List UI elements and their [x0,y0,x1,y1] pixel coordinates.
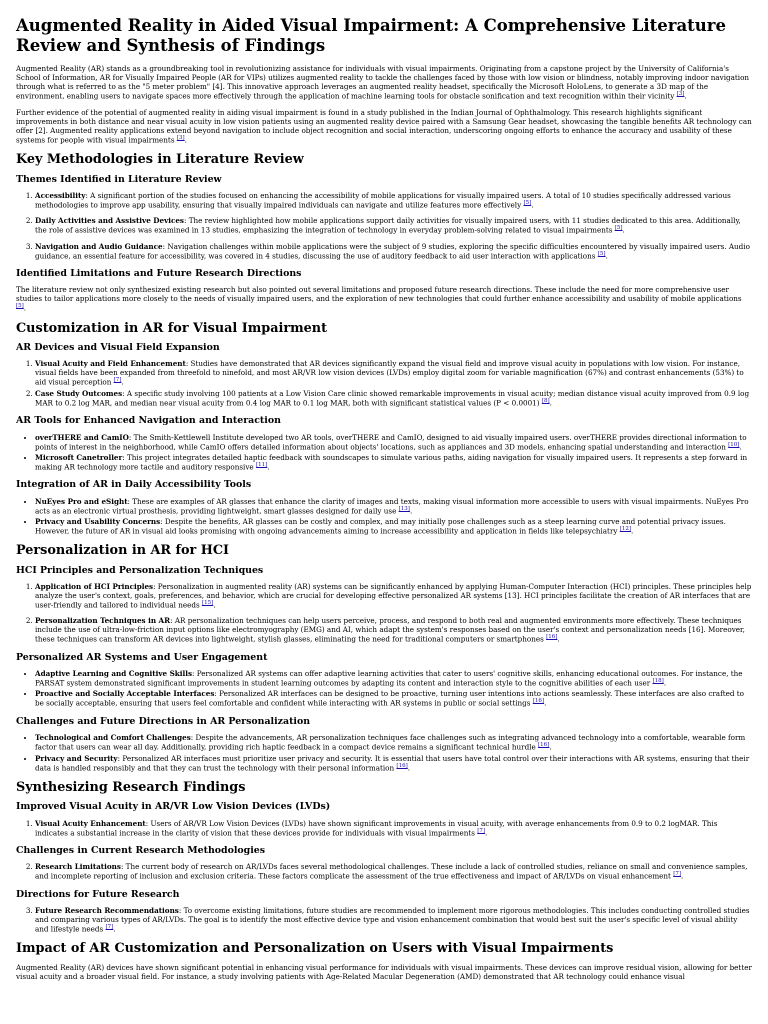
paragraph-text: : Personalized AR interfaces can be designed to be proactive, turning user intentions into actions seamlessly. These interfaces are also crafted to be socially acceptable, ensuring that users feel comfortable and confident while interacting with AR systems in public or social settings [35,689,744,708]
paragraph-text: Augmented Reality (AR) devices have shown significant potential in enhancing visual performance for individuals with visual impairments. These devices can improve residual vision, allowing for better visual acuity and a broader visual field. For instance, a study involving patients with Age-Related Macular Degeneration (AMD) demonstrated that AR technology could enhance visual [16,962,752,981]
paragraph-text: : Personalization in augmented reality (AR) systems can be significantly enhanced by applying Human-Computer Interaction (HCI) principles. These principles help analyze the user's context, goals, preferences, and behavior, which are crucial for developing effective personalized AR systems [13]. HCI principles facilitate the creation of AR interfaces that are user-friendly and tailored to individual needs [35,582,752,610]
punctuation: . [113,924,116,934]
list-item [35,497,752,515]
citation-link[interactable]: [12] [619,525,632,532]
intro [16,64,752,145]
section-heading: Personalization in AR for HCI [16,543,229,559]
paragraph-text: : This project integrates detailed haptic feedback with soundscapes to simulate various paths, aiding navigation for visually impaired users. It represents a step forward in making AR technology more tactile and auditory responsive [35,452,748,472]
item-label: Technological and Comfort Challenges [35,733,191,743]
list-item [35,582,752,609]
punctuation: . [121,377,124,387]
sections [16,152,752,980]
item-label: Daily Activities and Assistive Devices [35,216,184,226]
citation-link[interactable]: [5] [597,250,606,257]
bullet-list [16,733,752,772]
citation-link[interactable]: [13] [398,505,410,512]
paragraph-text: : A significant portion of the studies focused on enhancing the accessibility of mobile applications for visually impaired users. A total of 10 studies specifically addressed various methodologies to improve app usability, ensuring that visually impaired individuals can navigate and utilize features more effectively [35,191,731,210]
citation-link[interactable]: [16] [396,762,408,769]
numbered-list [16,191,752,260]
punctuation: . [407,762,411,772]
numbered-list [16,862,752,880]
punctuation: . [549,742,552,752]
punctuation: . [684,90,687,100]
item-label: Research Limitations [35,862,121,872]
list-item [35,906,752,933]
item-label: Application of HCI Principles [35,582,154,591]
list-item [35,359,752,386]
punctuation: . [531,200,534,210]
citation-link[interactable]: [15] [201,600,214,606]
section-paragraph [16,285,752,312]
list-item [35,453,752,471]
paragraph-text: : Studies have demonstrated that AR devices significantly expand the visual field and improve visual acuity in populations with low vision. For instance, visual fields have been expanded from threefold to ninefold, and most AR/VR low vision devices (LVDs) employ digital zoom for variable magnification (67%) and contrast enhancements (53%) to aid visual perception [35,359,744,387]
item-label: Personalization Techniques in AR [35,616,171,626]
citation-link[interactable]: [3] [176,134,185,141]
subsection-heading: Directions for Future Research [16,888,180,900]
citation-link[interactable]: [5] [614,225,623,232]
citation-link[interactable]: [11] [255,461,268,468]
citation-link[interactable]: [5] [16,303,24,310]
punctuation: . [605,251,608,261]
item-label: Adaptive Learning and Cognitive Skills [35,669,192,679]
section-heading: Synthesizing Research Findings [16,779,246,795]
bullet-list [16,433,752,472]
paragraph-text: : Despite the advancements, AR personalization techniques face challenges such as integrating advanced technology into a comfortable, wearable form factor that users can wear all day. Additionally, providing rich haptic feedback in a compact device remains a significant technical hurdle [35,733,746,752]
paragraph-text: : These are examples of AR glasses that enhance the clarity of images and texts, making visual information more accessible to users with visual impairments. NuEyes Pro acts as an electronic virtual prosthesis, providing lightweight, smart glasses designed for daily use [35,496,749,515]
list-item [35,819,752,837]
section-heading: Impact of AR Customization and Personalization on Users with Visual Impairments [16,941,614,957]
bullet-list [16,669,752,708]
item-label: overTHERE and CamIO [35,432,129,442]
punctuation: . [622,225,625,235]
punctuation: . [631,526,634,536]
item-label: Accessibility [35,191,86,200]
bullet-list [16,497,752,536]
punctuation: . [681,871,684,881]
paragraph-text: : To overcome existing limitations, future studies are recommended to implement more rigorous methodologies. This includes conducting controlled studies and comparing various types of AR/LVDs. The goal is to identify the most effective device type and vision enhancement combination that would best suit the user's specific level of visual ability and lifestyle needs [35,905,750,934]
citation-link[interactable]: [18] [652,678,664,685]
list-item [35,389,752,407]
list-item [35,216,752,234]
item-label: Privacy and Security [35,753,118,763]
paragraph-text: Augmented Reality (AR) stands as a groundbreaking tool in revolutionizing assistance for individuals with visual impairments. Originating from a capstone project by the University of California's School of Information, AR for Visually Impaired People (AR for VIPs) utilizes augmented reality to tackle the challenges faced by those with low vision or blindness, notably improving indoor navigation through what is referred to as the "5 meter problem" [4]. This innovative approach leverages an augmented reality headset, specifically the Microsoft HoloLens, to generate a 3D map of the environment, enabling users to navigate spaces more effectively through the application of machine learning tools for obstacle sonification and text recognition within their vicinity [16,63,750,100]
list-item [35,616,752,643]
list-item [35,733,752,751]
citation-link[interactable]: [16] [546,634,558,641]
citation-link[interactable]: [7] [673,871,682,878]
intro-paragraph [16,64,752,100]
list-item [35,242,752,260]
citation-link[interactable]: [16] [532,698,545,705]
section-paragraph [16,963,752,981]
intro-paragraph [16,108,752,144]
paragraph-text: : The Smith-Kettlewell Institute developed two AR tools, overTHERE and CamIO, designed to aid visually impaired users. overTHERE provides directional information to points of interest in the neighborhood, while CamIO offers detailed information about objects' locations, such as appliances and 3D models, enhancing spatial understanding and interaction [35,432,747,451]
subsection-heading: AR Devices and Visual Field Expansion [16,342,220,354]
subsection-heading: HCI Principles and Personalization Techniques [16,564,264,576]
item-label: NuEyes Pro and eSight [35,496,128,506]
punctuation: . [23,303,27,313]
punctuation: . [549,398,552,408]
subsection-heading: Challenges in Current Research Methodologies [16,844,266,856]
punctuation: . [267,462,270,472]
list-item [35,517,752,535]
punctuation: . [213,600,216,610]
list-item [35,191,752,209]
paragraph-text: : Navigation challenges within mobile applications were the subject of 9 studies, exploring the specific difficulties encountered by visually impaired users. Audio guidance, an essential feature for accessibility, was covered in 4 studies, discussing the use of auditory feedback to aid user interaction with applications [35,241,750,261]
punctuation: . [485,827,488,837]
item-label: Proactive and Socially Acceptable Interfaces [35,689,215,699]
citation-link[interactable]: [7] [477,827,486,834]
section-heading: Customization in AR for Visual Impairment [16,320,327,336]
item-label: Visual Acuity and Field Enhancement [35,359,186,369]
item-label: Future Research Recommendations [35,905,179,915]
punctuation: . [409,505,413,515]
subsection-heading: AR Tools for Enhanced Navigation and Interaction [16,415,281,427]
list-item [35,433,752,451]
list-item [35,754,752,772]
subsection-heading: Challenges and Future Directions in AR Personalization [16,715,311,727]
citation-link[interactable]: [7] [105,923,114,930]
item-label: Visual Acuity Enhancement [35,818,146,828]
section-heading: Key Methodologies in Literature Review [16,152,304,168]
item-label: Case Study Outcomes [35,388,123,398]
list-item [35,669,752,687]
page-title: Augmented Reality in Aided Visual Impairment: A Comprehensive Literature Review and Synthesis of Findings [16,16,726,55]
subsection-heading: Themes Identified in Literature Review [16,173,222,185]
numbered-list [16,359,752,407]
subsection-heading: Improved Visual Acuity in AR/VR Low Vision Devices (LVDs) [16,801,331,813]
numbered-list [16,906,752,933]
subsection-heading: Integration of AR in Daily Accessibility Tools [16,479,252,491]
paragraph-text: : AR personalization techniques can help users perceive, process, and respond to both real and augmented environments more effectively. These techniques include the use of ultra-low-friction input options like electromyography (EMG) and AI, which adapt the system's responses based on the user's context and personalization needs [16]. Moreover, these techniques can transform AR devices into lightweight, stylish glasses, eliminating the need for traditional computers or smartphones [35,616,745,644]
paragraph-text: : Despite the benefits, AR glasses can be costly and complex, and may initially pose challenges such as a steep learning curve and potential privacy issues. However, the future of AR in visual aid looks promising with ongoing advancements aiming to increase accessibility and application in fields like telepsychiatry [35,516,726,536]
paragraph-text: : Personalized AR interfaces must prioritize user privacy and security. It is essential that users have total control over their interactions with AR systems, ensuring that their data is handled responsibly and that they can trust the technology with their personal information [35,753,750,772]
citation-link[interactable]: [5] [523,200,532,206]
paragraph-text: Further evidence of the potential of augmented reality in aiding visual impairment is found in a study published in the Indian Journal of Ophthalmology. This research highlights significant improvements in both distance and near visual acuity in low vision patients using an augmented reality device paired with a Samsung Gear headset, showcasing the tangible benefits AR technology can offer [2]. Augmented reality applications extend beyond navigation to include object recognition and social interaction, underscoring ongoing efforts to enhance the accuracy and usability of these systems for people with visual impairments [16,107,752,145]
list-item [35,689,752,707]
punctuation: . [739,441,742,451]
citation-link[interactable]: [10] [728,441,740,448]
item-label: Privacy and Usability Concerns [35,516,161,526]
numbered-list [16,819,752,837]
item-label: Navigation and Audio Guidance [35,241,163,251]
subsection-heading: Identified Limitations and Future Research Directions [16,268,302,280]
punctuation: . [663,678,667,688]
punctuation: . [557,634,560,644]
paragraph-text: : The review highlighted how mobile applications support daily activities for visually impaired users, with 11 studies dedicated to this area. Additionally, the role of assistive devices was examined in 13 studies, emphasizing the integration of technology in everyday problem-solving related to visual impairments [35,216,741,235]
paragraph-text: : The current body of research on AR/LVDs faces several methodological challenges. These include a lack of controlled studies, reliance on small and convenience samples, and incomplete reporting of inclusion and exclusion criteria. These factors complicate the assessment of the true effectiveness and impact of AR/LVDs on visual enhancement [35,862,748,881]
punctuation: . [544,698,547,708]
paragraph-text: : Personalized AR systems can offer adaptive learning activities that cater to users' cognitive skills, enhancing educational outcomes. For instance, the PARSAT system demonstrated significant improvements in student learning outcomes by adapting its content and interaction style to the cognitive abilities of each user [35,669,743,688]
numbered-list [16,582,752,644]
subsection-heading: Personalized AR Systems and User Engagement [16,651,268,663]
citation-link[interactable]: [7] [113,377,122,384]
paragraph-text: : Users of AR/VR Low Vision Devices (LVDs) have shown significant improvements in visual acuity, with average enhancements from 0.9 to 0.2 logMAR. This indicates a substantial increase in the clarity of vision that these devices provide for individuals with visual impairments [35,818,718,837]
item-label: Microsoft Canetroller [35,452,123,462]
paragraph-text: The literature review not only synthesized existing research but also pointed out several limitations and proposed future research directions. These include the need for more comprehensive user studies to tailor applications more closely to the needs of visually impaired users, and the exploration of new technologies that could further enhance accessibility and usability of mobile applications [16,285,742,304]
citation-link[interactable]: [8] [541,397,550,404]
list-item [35,862,752,880]
paragraph-text: : A specific study involving 100 patients at a Low Vision Care clinic showed remarkable improvements in visual acuity; median distance visual acuity improved from 0.9 log MAR to 0.2 log MAR, and median near visual acuity from 0.4 log MAR to 0.1 log MAR, both with significant statistical values (P < 0.0001) [35,388,750,408]
citation-link[interactable]: [16] [538,742,550,749]
citation-link[interactable]: [3] [676,90,685,97]
punctuation: . [184,135,187,145]
